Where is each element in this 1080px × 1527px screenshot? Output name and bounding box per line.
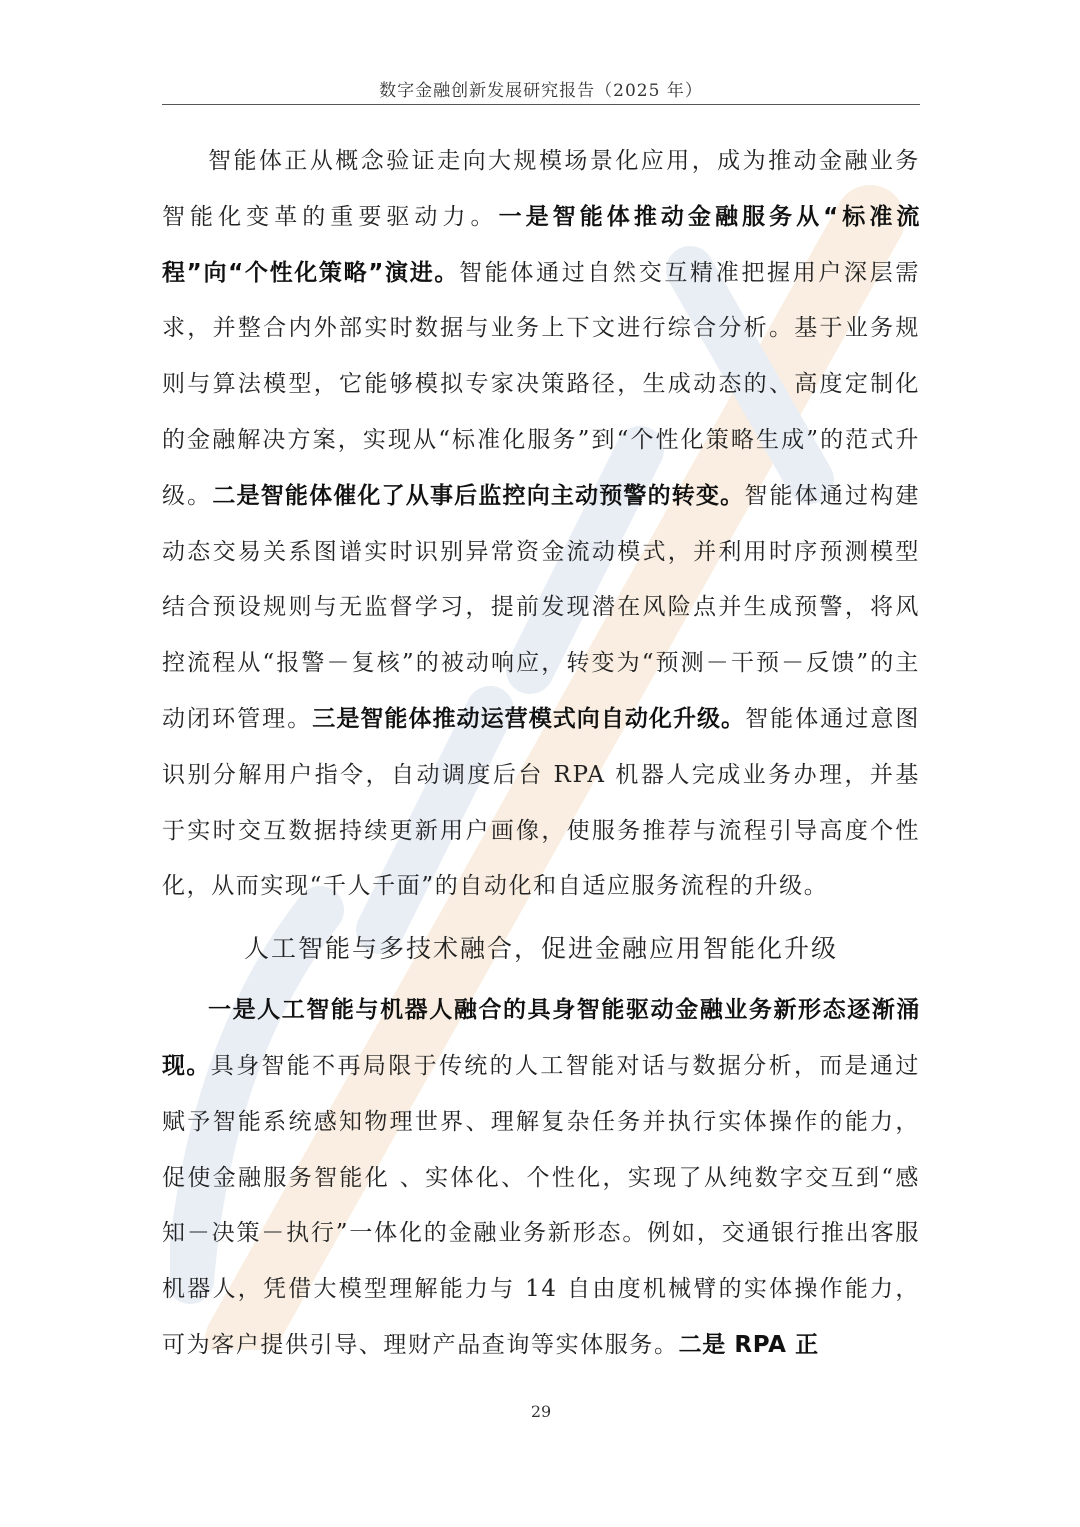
bold-point-one: 一是人工智能与机器人融合的具身智能驱动金融业务新形态逐渐涌现。 — [162, 997, 920, 1079]
bold-point-two: 二是智能体催化了从事后监控向主动预警的转变。 — [212, 482, 745, 509]
page-number: 29 — [530, 1402, 552, 1421]
paragraph-embodied-ai — [162, 983, 920, 1374]
page-body — [162, 134, 920, 1374]
bold-point-one: 一是智能体推动金融服务从“标准流程”向“个性化策略”演进。 — [162, 203, 921, 286]
text-run: 智能体通过自然交互精准把握用户深层需求，并整合内外部实时数据与业务上下文进行综合分析。基于业务规则与算法模型，它能够模拟专家决策路径，生成动态的、高度定制化的金融解决方案，实现从“标准化服务”到“个性化策略生成”的范式升级。 — [162, 259, 920, 509]
bold-point-three: 三是智能体推动运营模式向自动化升级。 — [312, 705, 746, 732]
text-run: 智能体通过意图识别分解用户指令，自动调度后台 RPA 机器人完成业务办理，并基于实时交互数据持续更新用户画像，使服务推荐与流程引导高度个性化，从而实现“千人千面”的自动化和自适应服务流程的升级。 — [162, 705, 920, 900]
text-run: 智能体正从概念验证走向大规模场景化应用，成为推动金融业务智能化变革的重要驱动力。 — [162, 148, 920, 230]
header-divider — [162, 104, 920, 105]
text-run: 具身智能不再局限于传统的人工智能对话与数据分析，而是通过赋予智能系统感知物理世界、理解复杂任务并执行实体操作的能力，促使金融服务智能化 、实体化、个性化，实现了从纯数字交互到“感知－决策－执行”一体化的金融业务新形态。例如，交通银行推出客服机器人，凭借大模型理解能力与 14 自由度机械臂的实体操作能力，可为客户提供引导、理财产品查询等实体服务。 — [162, 1052, 920, 1358]
running-header: 数字金融创新发展研究报告（2025 年） — [379, 81, 703, 101]
text-run: 智能体通过构建动态交易关系图谱实时识别异常资金流动模式，并利用时序预测模型结合预设规则与无监督学习，提前发现潜在风险点并生成预警，将风控流程从“报警－复核”的被动响应，转变为“预测－干预－反馈”的主动闭环管理。 — [162, 482, 920, 732]
bold-point-two: 二是 RPA 正 — [678, 1331, 819, 1358]
section-heading: 人工智能与多技术融合，促进金融应用智能化升级 — [243, 934, 838, 964]
paragraph-ai-agents — [162, 134, 920, 915]
